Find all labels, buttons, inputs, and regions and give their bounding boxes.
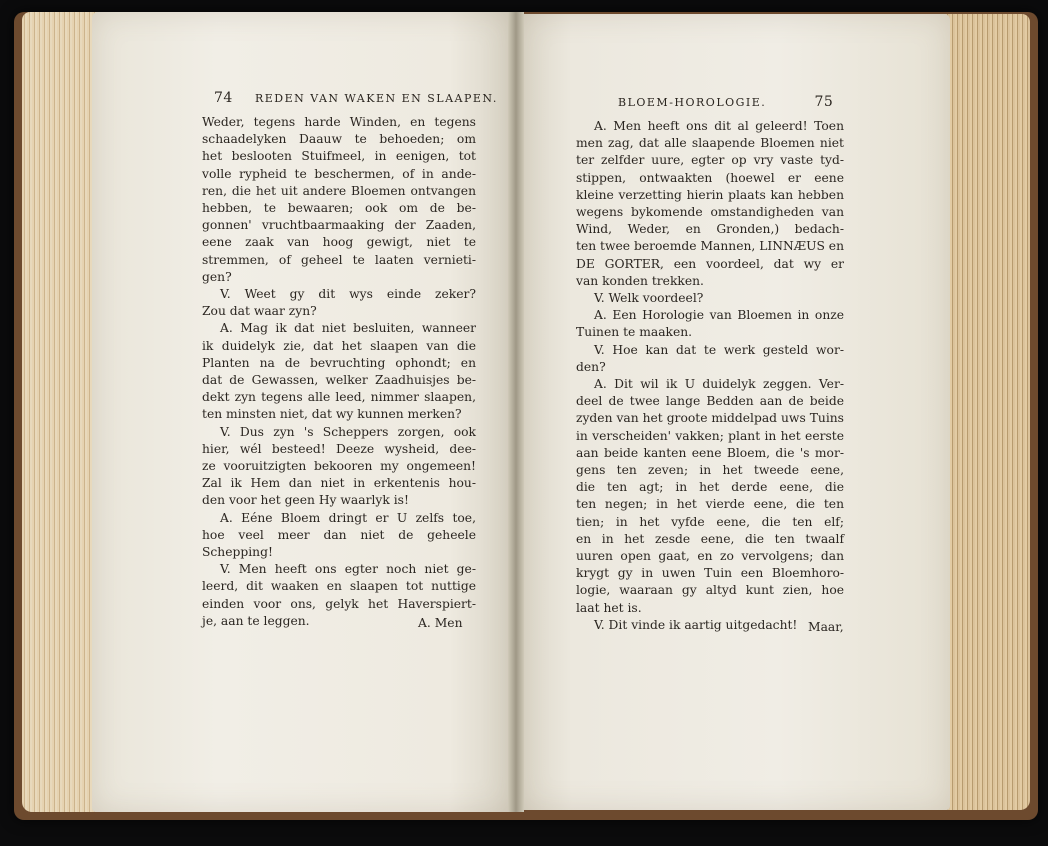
left-page-number: 74 (214, 90, 233, 106)
text-line: V. Weet gy dit wys einde zeker? (220, 287, 476, 302)
book-gutter (508, 12, 524, 812)
right-page-text (576, 118, 844, 634)
text-line: Planten na de bevruchting ophondt; en (202, 355, 476, 370)
left-catchword: A. Men (418, 616, 463, 630)
text-line: Zal ik Hem dan niet in erkentenis hou- (202, 476, 476, 491)
text-line: den? (576, 359, 606, 374)
text-line: DE GORTER, een voordeel, dat wy er (576, 256, 844, 271)
text-line: V. Hoe kan dat te werk gesteld wor- (594, 342, 844, 357)
text-line: stremmen, of geheel te laaten vernieti- (202, 252, 476, 267)
text-line: hier, wél besteed! Deeze wysheid, dee- (202, 441, 476, 456)
text-line: en in het zesde eene, die ten twaalf (576, 531, 844, 546)
text-line: ten twee beroemde Mannen, LINNÆUS en (576, 239, 844, 254)
text-line: het beslooten Stuifmeel, in eenigen, tot (202, 149, 476, 164)
text-line: die ten agt; in het derde eene, die (576, 480, 844, 495)
text-line: ze vooruitzigten bekooren my ongemeen! (202, 459, 476, 474)
text-line: V. Dit vinde ik aartig uitgedacht! (594, 617, 798, 632)
text-line: deel de twee lange Bedden aan de beide (576, 394, 844, 409)
text-line: V. Welk voordeel? (594, 291, 704, 306)
text-line: Wind, Weder, en Gronden,) bedach- (576, 222, 844, 237)
text-line: V. Dus zyn 's Scheppers zorgen, ook (220, 424, 476, 439)
text-line: A. Een Horologie van Bloemen in onze (594, 308, 844, 323)
text-line: gonnen' vruchtbaarmaaking der Zaaden, (202, 218, 476, 233)
text-line: logie, waaraan gy altyd kunt zien, hoe (576, 583, 844, 598)
text-line: A. Men heeft ons dit al geleerd! Toen (594, 119, 844, 133)
text-line: kleine verzetting hierin plaats kan hebben (576, 187, 844, 202)
text-line: dekt zyn tegens alle leed, nimmer slaapen, (202, 390, 476, 405)
text-line: hoe veel meer dan niet de geheele (202, 527, 476, 542)
text-line: van konden trekken. (576, 273, 704, 288)
text-line: hebben, te bewaaren; ook om de be- (202, 201, 476, 216)
text-line: eene zaak van hoog gewigt, niet te (202, 235, 476, 250)
left-page-header (214, 90, 498, 106)
text-line: A. Mag ik dat niet besluiten, wanneer (220, 321, 476, 336)
text-line: wegens bykomende omstandigheden van (576, 205, 844, 220)
text-line: ten negen; in het vierde eene, die ten (576, 497, 844, 512)
text-line: den voor het geen Hy waarlyk is! (202, 493, 409, 508)
text-line: einden voor ons, gelyk het Haverspiert- (202, 596, 476, 611)
text-line: V. Men heeft ons egter noch niet ge- (220, 562, 476, 577)
text-line: Weder, tegens harde Winden, en tegens (202, 115, 476, 129)
left-page-text (202, 114, 476, 630)
text-line: gens ten zeven; in het tweede eene, (576, 463, 844, 478)
text-line: schaadelyken Daauw te behoeden; om (202, 132, 476, 147)
text-line: A. Dit wil ik U duidelyk zeggen. Ver- (594, 377, 844, 392)
text-line: ren, die het uit andere Bloemen ontvangen (202, 183, 476, 198)
left-running-head: REDEN VAN WAKEN EN SLAAPEN. (254, 92, 498, 105)
text-line: ter zelfder uure, egter op vry vaste tyd- (576, 153, 844, 168)
text-line: tien; in het vyfde eene, die ten elf; (576, 514, 844, 529)
text-line: laat het is. (576, 600, 642, 615)
text-line: men zag, dat alle slaapende Bloemen niet (576, 136, 844, 151)
text-line: A. Eéne Bloem dringt er U zelfs toe, (220, 510, 476, 525)
text-line: stippen, ontwaakten (hoewel er eene (576, 170, 844, 185)
text-line: gen? (202, 269, 232, 284)
right-running-head: BLOEM-HOROLOGIE. (618, 96, 767, 109)
text-line: je, aan te leggen. (202, 613, 310, 628)
right-page-header (618, 94, 833, 110)
text-line: ik duidelyk zie, dat het slaapen van die (202, 338, 476, 353)
right-page-number: 75 (814, 94, 834, 110)
text-line: aan beide kanten eene Bloem, die 's mor- (576, 445, 844, 460)
text-line: Zou dat waar zyn? (202, 304, 317, 319)
text-line: volle rypheid te beschermen, of in ande- (202, 166, 476, 181)
text-line: ten minsten niet, dat wy kunnen merken? (202, 407, 462, 422)
text-line: leerd, dit waaken en slaapen tot nuttige (202, 579, 476, 594)
text-line: Tuinen te maaken. (576, 325, 693, 340)
text-line: uuren open gaat, en zo vervolgens; dan (576, 549, 844, 564)
text-line: in verscheiden' vakken; plant in het eerste (576, 428, 844, 443)
text-line: krygt gy in uwen Tuin een Bloemhoro- (576, 566, 844, 581)
text-line: dat de Gewassen, welker Zaadhuisjes be- (202, 373, 476, 388)
text-line: zyden van het groote middelpad uws Tuins (576, 411, 844, 426)
text-line: Schepping! (202, 545, 273, 560)
right-catchword: Maar, (808, 620, 844, 634)
